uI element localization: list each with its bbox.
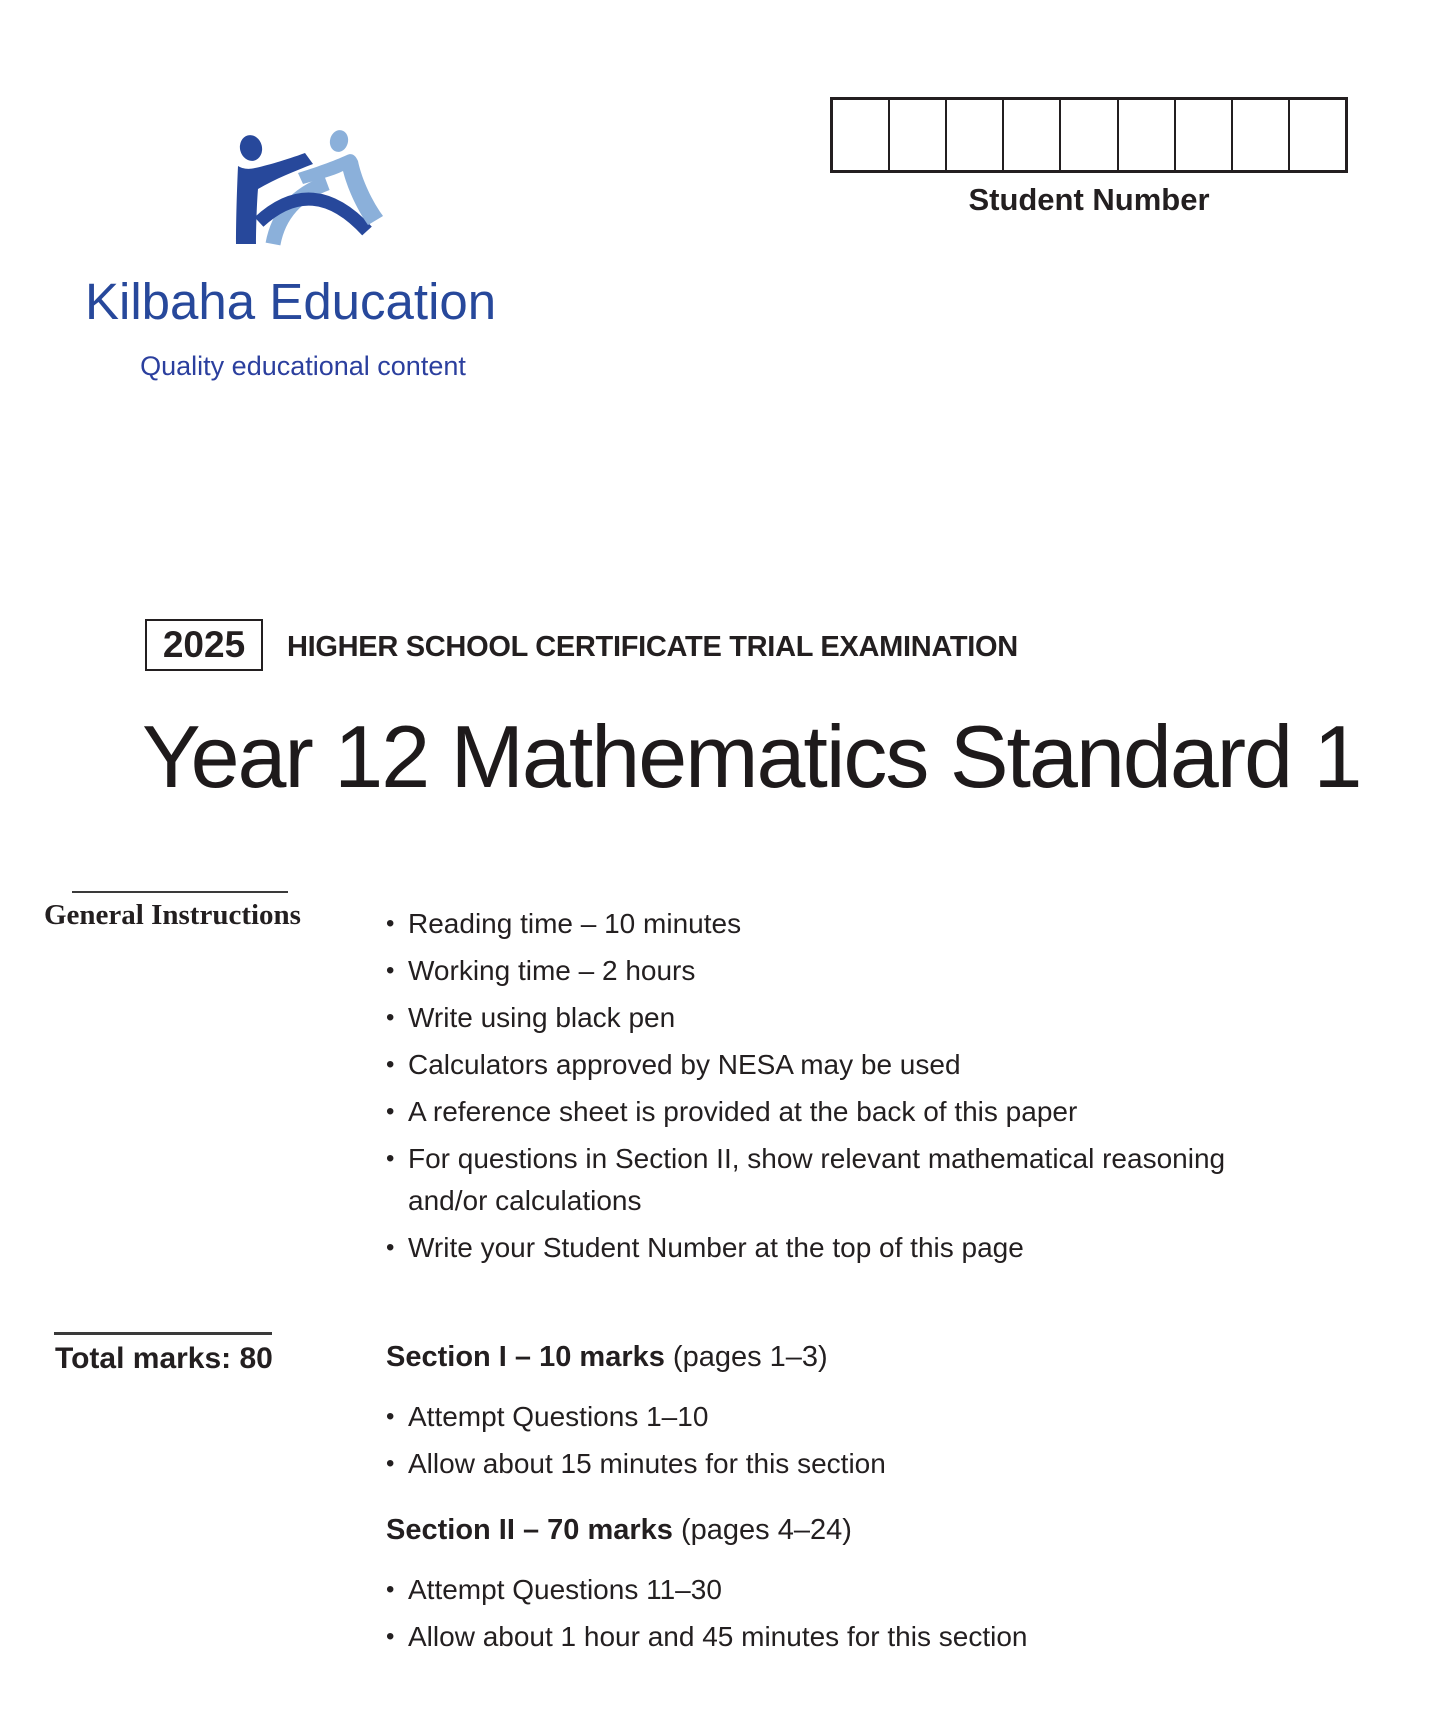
bullet-icon: • <box>386 1576 395 1603</box>
general-instructions-heading: General Instructions <box>44 899 301 931</box>
student-number-box <box>1119 100 1176 170</box>
instruction-text: A reference sheet is provided at the back of this paper <box>408 1096 1078 1127</box>
bullet-icon: • <box>386 1145 395 1172</box>
instruction-text: Working time – 2 hours <box>408 955 696 986</box>
instruction-text: Calculators approved by NESA may be used <box>408 1049 961 1080</box>
section-instruction-text: Attempt Questions 11–30 <box>408 1574 722 1605</box>
student-number-box <box>1290 100 1345 170</box>
student-number-grid <box>830 97 1348 173</box>
section-1-list <box>386 1396 1266 1490</box>
instruction-text: Reading time – 10 minutes <box>408 908 742 939</box>
brand-name: Kilbaha Education <box>85 273 497 330</box>
instruction-text: Write your Student Number at the top of this page <box>408 1232 1024 1263</box>
bullet-icon: • <box>386 1450 395 1477</box>
list-item <box>386 1616 1266 1658</box>
exam-title: Year 12 Mathematics Standard 1 <box>142 707 1361 806</box>
section-2-heading-bold: Section II – 70 marks <box>386 1514 673 1546</box>
bullet-icon: • <box>386 910 395 937</box>
student-number-box <box>833 100 890 170</box>
section-2-list <box>386 1569 1266 1663</box>
total-marks-heading: Total marks: 80 <box>55 1342 273 1375</box>
general-instructions-list <box>386 903 1266 1274</box>
exam-type-heading: HIGHER SCHOOL CERTIFICATE TRIAL EXAMINATION <box>287 631 1018 663</box>
section-1-heading-bold: Section I – 10 marks <box>386 1341 665 1373</box>
bullet-icon: • <box>386 957 395 984</box>
section-2-heading-pages: (pages 4–24) <box>672 1514 852 1546</box>
exam-year-box: 2025 <box>145 619 263 671</box>
section-instruction-text: Allow about 15 minutes for this section <box>408 1448 886 1479</box>
instruction-text: Write using black pen <box>408 1002 676 1033</box>
bullet-icon: • <box>386 1403 395 1430</box>
list-item <box>386 1044 1266 1086</box>
brand-tagline: Quality educational content <box>140 351 466 381</box>
list-item <box>386 997 1266 1039</box>
kilbaha-logo-icon <box>213 130 391 248</box>
section-1-heading <box>386 1341 828 1374</box>
total-marks-rule <box>54 1332 272 1335</box>
section-2-heading <box>386 1514 852 1547</box>
list-item <box>386 1091 1266 1133</box>
student-number-box <box>947 100 1004 170</box>
section-instruction-text: Attempt Questions 1–10 <box>408 1401 709 1432</box>
list-item <box>386 1443 1266 1485</box>
bullet-icon: • <box>386 1098 395 1125</box>
section-1-heading-pages: (pages 1–3) <box>664 1341 828 1373</box>
list-item <box>386 903 1266 945</box>
list-item <box>386 1138 1266 1222</box>
section-instruction-text: Allow about 1 hour and 45 minutes for this section <box>408 1621 1028 1652</box>
student-number-box <box>890 100 947 170</box>
student-number-box <box>1061 100 1118 170</box>
student-number-box <box>1176 100 1233 170</box>
student-number-label: Student Number <box>968 182 1210 217</box>
list-item <box>386 1227 1266 1269</box>
bullet-icon: • <box>386 1004 395 1031</box>
student-number-box <box>1233 100 1290 170</box>
student-number-box <box>1004 100 1061 170</box>
list-item <box>386 950 1266 992</box>
bullet-icon: • <box>386 1051 395 1078</box>
instruction-text: For questions in Section II, show relevant mathematical reasoning and/or calculations <box>408 1143 1226 1216</box>
list-item <box>386 1396 1266 1438</box>
bullet-icon: • <box>386 1234 395 1261</box>
general-instructions-rule <box>72 891 288 893</box>
list-item <box>386 1569 1266 1611</box>
bullet-icon: • <box>386 1623 395 1650</box>
